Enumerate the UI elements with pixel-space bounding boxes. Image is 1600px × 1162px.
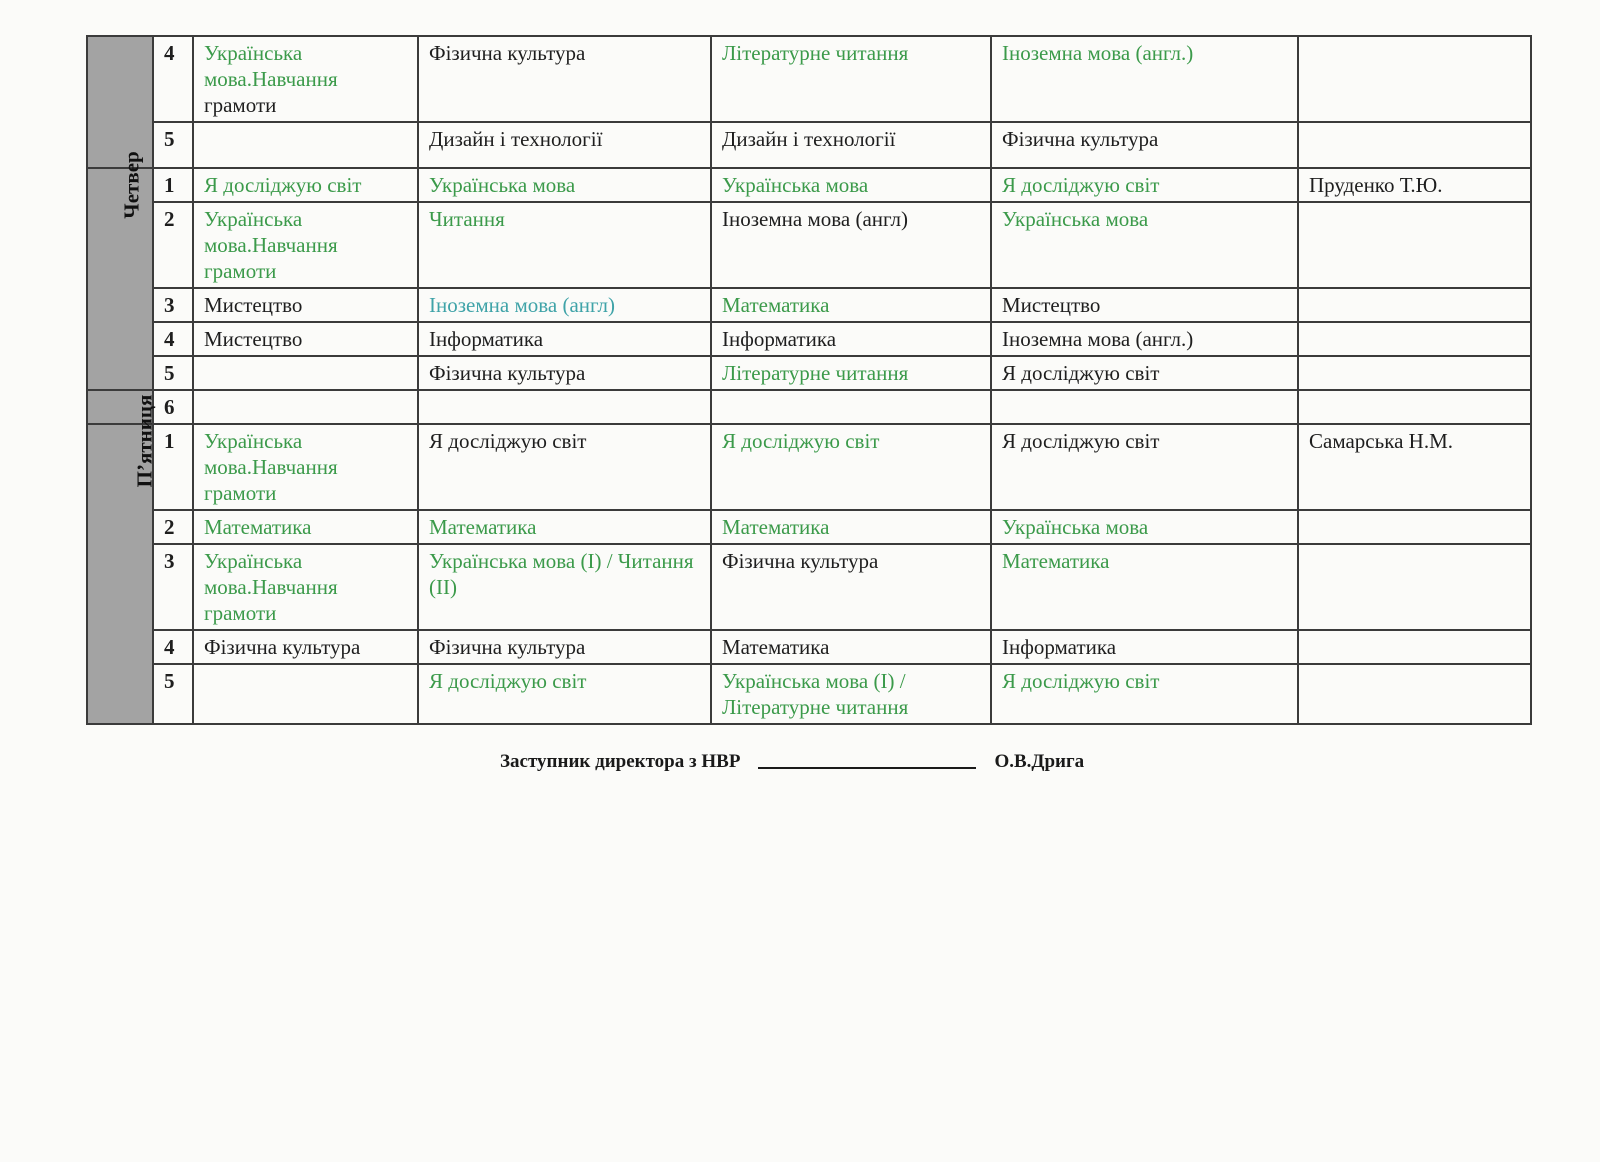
lesson-class-3 bbox=[711, 390, 991, 424]
lesson-class-3: Математика bbox=[711, 510, 991, 544]
teacher-cell bbox=[1298, 664, 1531, 724]
lesson-number: 5 bbox=[153, 664, 193, 724]
lesson-class-1: Фізична культура bbox=[193, 630, 418, 664]
lesson-class-1 bbox=[193, 122, 418, 168]
lesson-class-2: Фізична культура bbox=[418, 630, 711, 664]
lesson-class-4: Іноземна мова (англ.) bbox=[991, 36, 1298, 122]
lesson-class-2: Фізична культура bbox=[418, 356, 711, 390]
lesson-class-3: Інформатика bbox=[711, 322, 991, 356]
teacher-cell bbox=[1298, 322, 1531, 356]
schedule-table bbox=[86, 35, 1532, 725]
signature-name: О.В.Дрига bbox=[994, 751, 1085, 772]
lesson-class-2: Я досліджую світ bbox=[418, 664, 711, 724]
lesson-number: 5 bbox=[153, 356, 193, 390]
teacher-cell bbox=[1298, 510, 1531, 544]
lesson-class-4: Мистецтво bbox=[991, 288, 1298, 322]
lesson-class-1: Українська мова.Навчання грамоти bbox=[193, 202, 418, 288]
teacher-cell bbox=[1298, 356, 1531, 390]
lesson-class-3: Українська мова (І) / Літературне читання bbox=[711, 664, 991, 724]
teacher-cell bbox=[1298, 288, 1531, 322]
day-cell-thursday bbox=[87, 151, 153, 390]
lesson-class-2: Я досліджую світ bbox=[418, 424, 711, 510]
lesson-number: 2 bbox=[153, 510, 193, 544]
lesson-class-2: Дизайн і технології bbox=[418, 122, 711, 168]
lesson-class-4: Українська мова bbox=[991, 510, 1298, 544]
lesson-class-3: Математика bbox=[711, 288, 991, 322]
schedule-row bbox=[87, 168, 1531, 202]
lesson-class-2: Українська мова (І) / Читання (ІІ) bbox=[418, 544, 711, 630]
schedule-row bbox=[87, 288, 1531, 322]
lesson-number: 5 bbox=[153, 122, 193, 168]
lesson-class-3: Іноземна мова (англ) bbox=[711, 202, 991, 288]
lesson-number: 6 bbox=[153, 390, 193, 424]
schedule-row bbox=[87, 390, 1531, 424]
lesson-class-1: Українська мова.Навчання грамоти bbox=[193, 424, 418, 510]
signature-block bbox=[500, 751, 1084, 773]
lesson-class-1: Українська мова.Навчання грамоти bbox=[193, 544, 418, 630]
lesson-class-1: Математика bbox=[193, 510, 418, 544]
lesson-class-4: Я досліджую світ bbox=[991, 424, 1298, 510]
lesson-class-4: Я досліджую світ bbox=[991, 664, 1298, 724]
lesson-class-2 bbox=[418, 390, 711, 424]
lesson-class-4: Математика bbox=[991, 544, 1298, 630]
schedule-row bbox=[87, 36, 1531, 122]
lesson-number: 1 bbox=[153, 424, 193, 510]
lesson-class-1 bbox=[193, 390, 418, 424]
lesson-class-1 bbox=[193, 356, 418, 390]
lesson-class-2: Читання bbox=[418, 202, 711, 288]
lesson-class-1: Мистецтво bbox=[193, 322, 418, 356]
lesson-class-2: Математика bbox=[418, 510, 711, 544]
lesson-number: 4 bbox=[153, 36, 193, 122]
teacher-cell: Пруденко Т.Ю. bbox=[1298, 168, 1531, 202]
lesson-class-4: Я досліджую світ bbox=[991, 168, 1298, 202]
teacher-cell bbox=[1298, 122, 1531, 168]
signature-line bbox=[758, 767, 976, 769]
lesson-class-4: Інформатика bbox=[991, 630, 1298, 664]
lesson-class-3: Українська мова bbox=[711, 168, 991, 202]
schedule-row bbox=[87, 322, 1531, 356]
teacher-cell bbox=[1298, 544, 1531, 630]
lesson-number: 1 bbox=[153, 168, 193, 202]
day-cell-friday bbox=[87, 394, 157, 724]
lesson-class-2: Інформатика bbox=[418, 322, 711, 356]
lesson-class-1: Мистецтво bbox=[193, 288, 418, 322]
lesson-class-1 bbox=[193, 664, 418, 724]
teacher-cell bbox=[1298, 390, 1531, 424]
day-label-thursday: Четвер bbox=[119, 151, 144, 219]
lesson-class-4: Фізична культура bbox=[991, 122, 1298, 168]
lesson-class-3: Літературне читання bbox=[711, 356, 991, 390]
lesson-class-3: Літературне читання bbox=[711, 36, 991, 122]
teacher-cell bbox=[1298, 630, 1531, 664]
lesson-number: 3 bbox=[153, 544, 193, 630]
lesson-class-4 bbox=[991, 390, 1298, 424]
lesson-number: 4 bbox=[153, 322, 193, 356]
schedule-row bbox=[87, 664, 1531, 724]
schedule-row bbox=[87, 122, 1531, 168]
lesson-class-4: Українська мова bbox=[991, 202, 1298, 288]
lesson-class-1: Українська мова.Навчання грамоти bbox=[193, 36, 418, 122]
lesson-class-2: Іноземна мова (англ) bbox=[418, 288, 711, 322]
lesson-class-3: Я досліджую світ bbox=[711, 424, 991, 510]
lesson-class-4: Іноземна мова (англ.) bbox=[991, 322, 1298, 356]
day-cell-previous bbox=[87, 36, 153, 168]
schedule-row bbox=[87, 544, 1531, 630]
lesson-class-2: Фізична культура bbox=[418, 36, 711, 122]
lesson-class-3: Фізична культура bbox=[711, 544, 991, 630]
lesson-class-3: Математика bbox=[711, 630, 991, 664]
signature-title: Заступник директора з НВР bbox=[500, 751, 741, 772]
lesson-number: 3 bbox=[153, 288, 193, 322]
schedule-row bbox=[87, 510, 1531, 544]
schedule-row bbox=[87, 202, 1531, 288]
schedule-row bbox=[87, 356, 1531, 390]
lesson-class-1: Я досліджую світ bbox=[193, 168, 418, 202]
lesson-class-4: Я досліджую світ bbox=[991, 356, 1298, 390]
day-label-friday: П’ятниця bbox=[132, 394, 157, 488]
lesson-class-3: Дизайн і технології bbox=[711, 122, 991, 168]
lesson-number: 2 bbox=[153, 202, 193, 288]
lesson-number: 4 bbox=[153, 630, 193, 664]
teacher-cell: Самарська Н.М. bbox=[1298, 424, 1531, 510]
teacher-cell bbox=[1298, 36, 1531, 122]
schedule-row bbox=[87, 424, 1531, 510]
schedule-row bbox=[87, 630, 1531, 664]
teacher-cell bbox=[1298, 202, 1531, 288]
lesson-class-2: Українська мова bbox=[418, 168, 711, 202]
